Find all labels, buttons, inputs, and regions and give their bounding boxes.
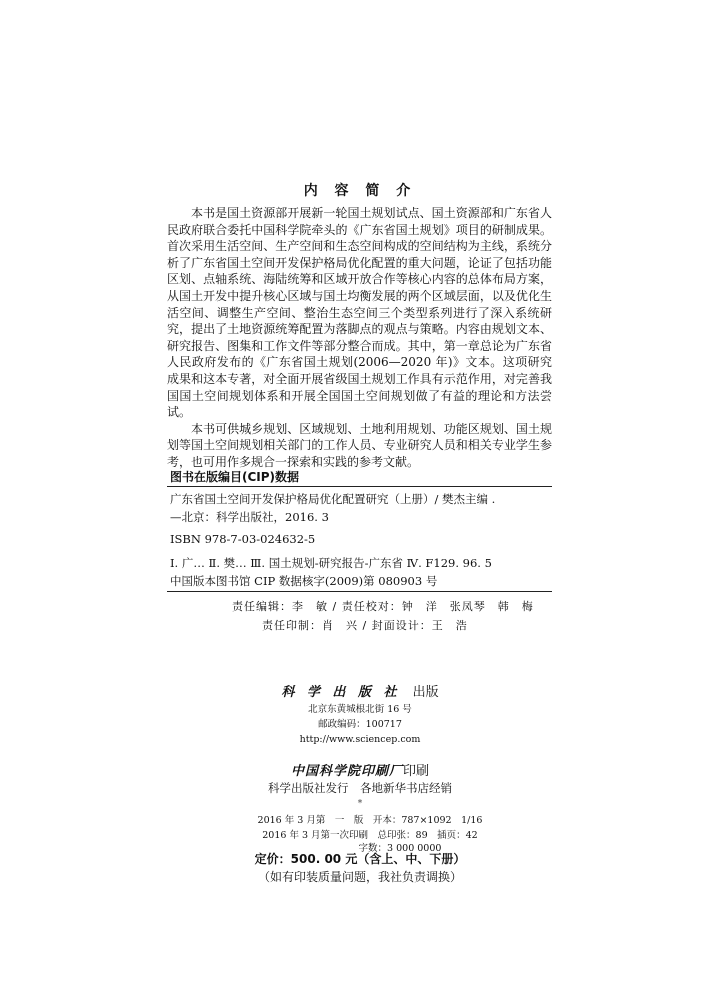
cip-heading: 图书在版编目(CIP)数据: [170, 470, 300, 484]
publisher-website: http://www.sciencep.com: [299, 734, 421, 745]
cip-bottom-rule: [167, 591, 552, 592]
printer-line: [0, 760, 720, 779]
quality-notice: （如有印装质量问题，我社负责调换）: [257, 870, 462, 884]
cip-classification: Ⅰ. 广… Ⅱ. 樊… Ⅲ. 国土规划-研究报告-广东省 Ⅳ. F129. 96. 5: [170, 556, 492, 570]
price-line: 定价：500. 00 元（含上、中、下册）: [254, 852, 466, 866]
printer-logo: 中国科学院印刷厂: [290, 764, 403, 779]
publisher-logo: 科 学 出 版 社: [281, 685, 401, 700]
edition-line-2: 2016 年 3 月第一次印刷 总印张：89 插页：42: [262, 830, 478, 841]
editor-credits: 责任编辑：李 敏 / 责任校对：钟 洋 张凤琴 韩 梅: [232, 600, 534, 613]
printer-suffix: 印刷: [403, 764, 430, 779]
publisher-address: 北京东黄城根北街 16 号: [308, 704, 412, 715]
cip-isbn: ISBN 978-7-03-024632-5: [170, 532, 316, 546]
cip-publisher-line: —北京：科学出版社，2016. 3: [170, 510, 329, 524]
cip-number: 中国版本图书馆 CIP 数据核字(2009)第 080903 号: [170, 574, 438, 588]
production-credits: 责任印制：肖 兴 / 封面设计：王 浩: [262, 619, 468, 632]
publisher-suffix: 出版: [412, 685, 439, 700]
cip-top-rule: [167, 486, 552, 487]
abstract-title: 内 容 简 介: [303, 183, 417, 199]
publisher-line: [0, 681, 720, 700]
separator-star: *: [357, 799, 363, 809]
abstract-paragraph-2: 本书可供城乡规划、区域规划、土地利用规划、功能区规划、国土规划等国土空间规划相关部门的工作人员、专业研究人员和相关专业学生参考，也可用作多规合一探索和实践的参考文献。: [167, 421, 552, 469]
abstract-body: [167, 205, 552, 471]
word-count: 字数：3 000 0000: [358, 843, 442, 854]
edition-line-1: 2016 年 3 月第 一 版 开本：787×1092 1/16: [257, 815, 483, 826]
publisher-postcode: 邮政编码：100717: [318, 719, 402, 730]
cip-title-line: 广东省国土空间开发保护格局优化配置研究（上册）/ 樊杰主编 .: [170, 492, 496, 506]
abstract-paragraph-1: 本书是国土资源部开展新一轮国土规划试点、国土资源部和广东省人民政府联合委托中国科学院牵头的《广东省国土规划》项目的研制成果。首次采用生活空间、生产空间和生态空间构成的空间结构为主线，系统分析了广东省国土空间开发保护格局优化配置的重大问题，论证了包括功能区划、点轴系统、海陆统筹和区域开放合作等核心内容的总体布局方案，从国土开发中提升核心区域与国土均衡发展的两个区域层面，以及优化生活空间、调整生产空间、整治生态空间三个类型系列进行了深入系统研究，提出了土地资源统筹配置为落脚点的观点与策略。内容由规划文本、研究报告、图集和工作文件等部分整合而成。其中，第一章总论为广东省人民政府发布的《广东省国土规划(2006—2020 年)》文本。这项研究成果和这本专著，对全面开展省级国土规划工作具有示范作用，对完善我国国土空间规划体系和开展全国国土空间规划做了有益的理论和方法尝试。: [167, 206, 552, 420]
distribution-line: 科学出版社发行 各地新华书店经销: [268, 781, 452, 795]
